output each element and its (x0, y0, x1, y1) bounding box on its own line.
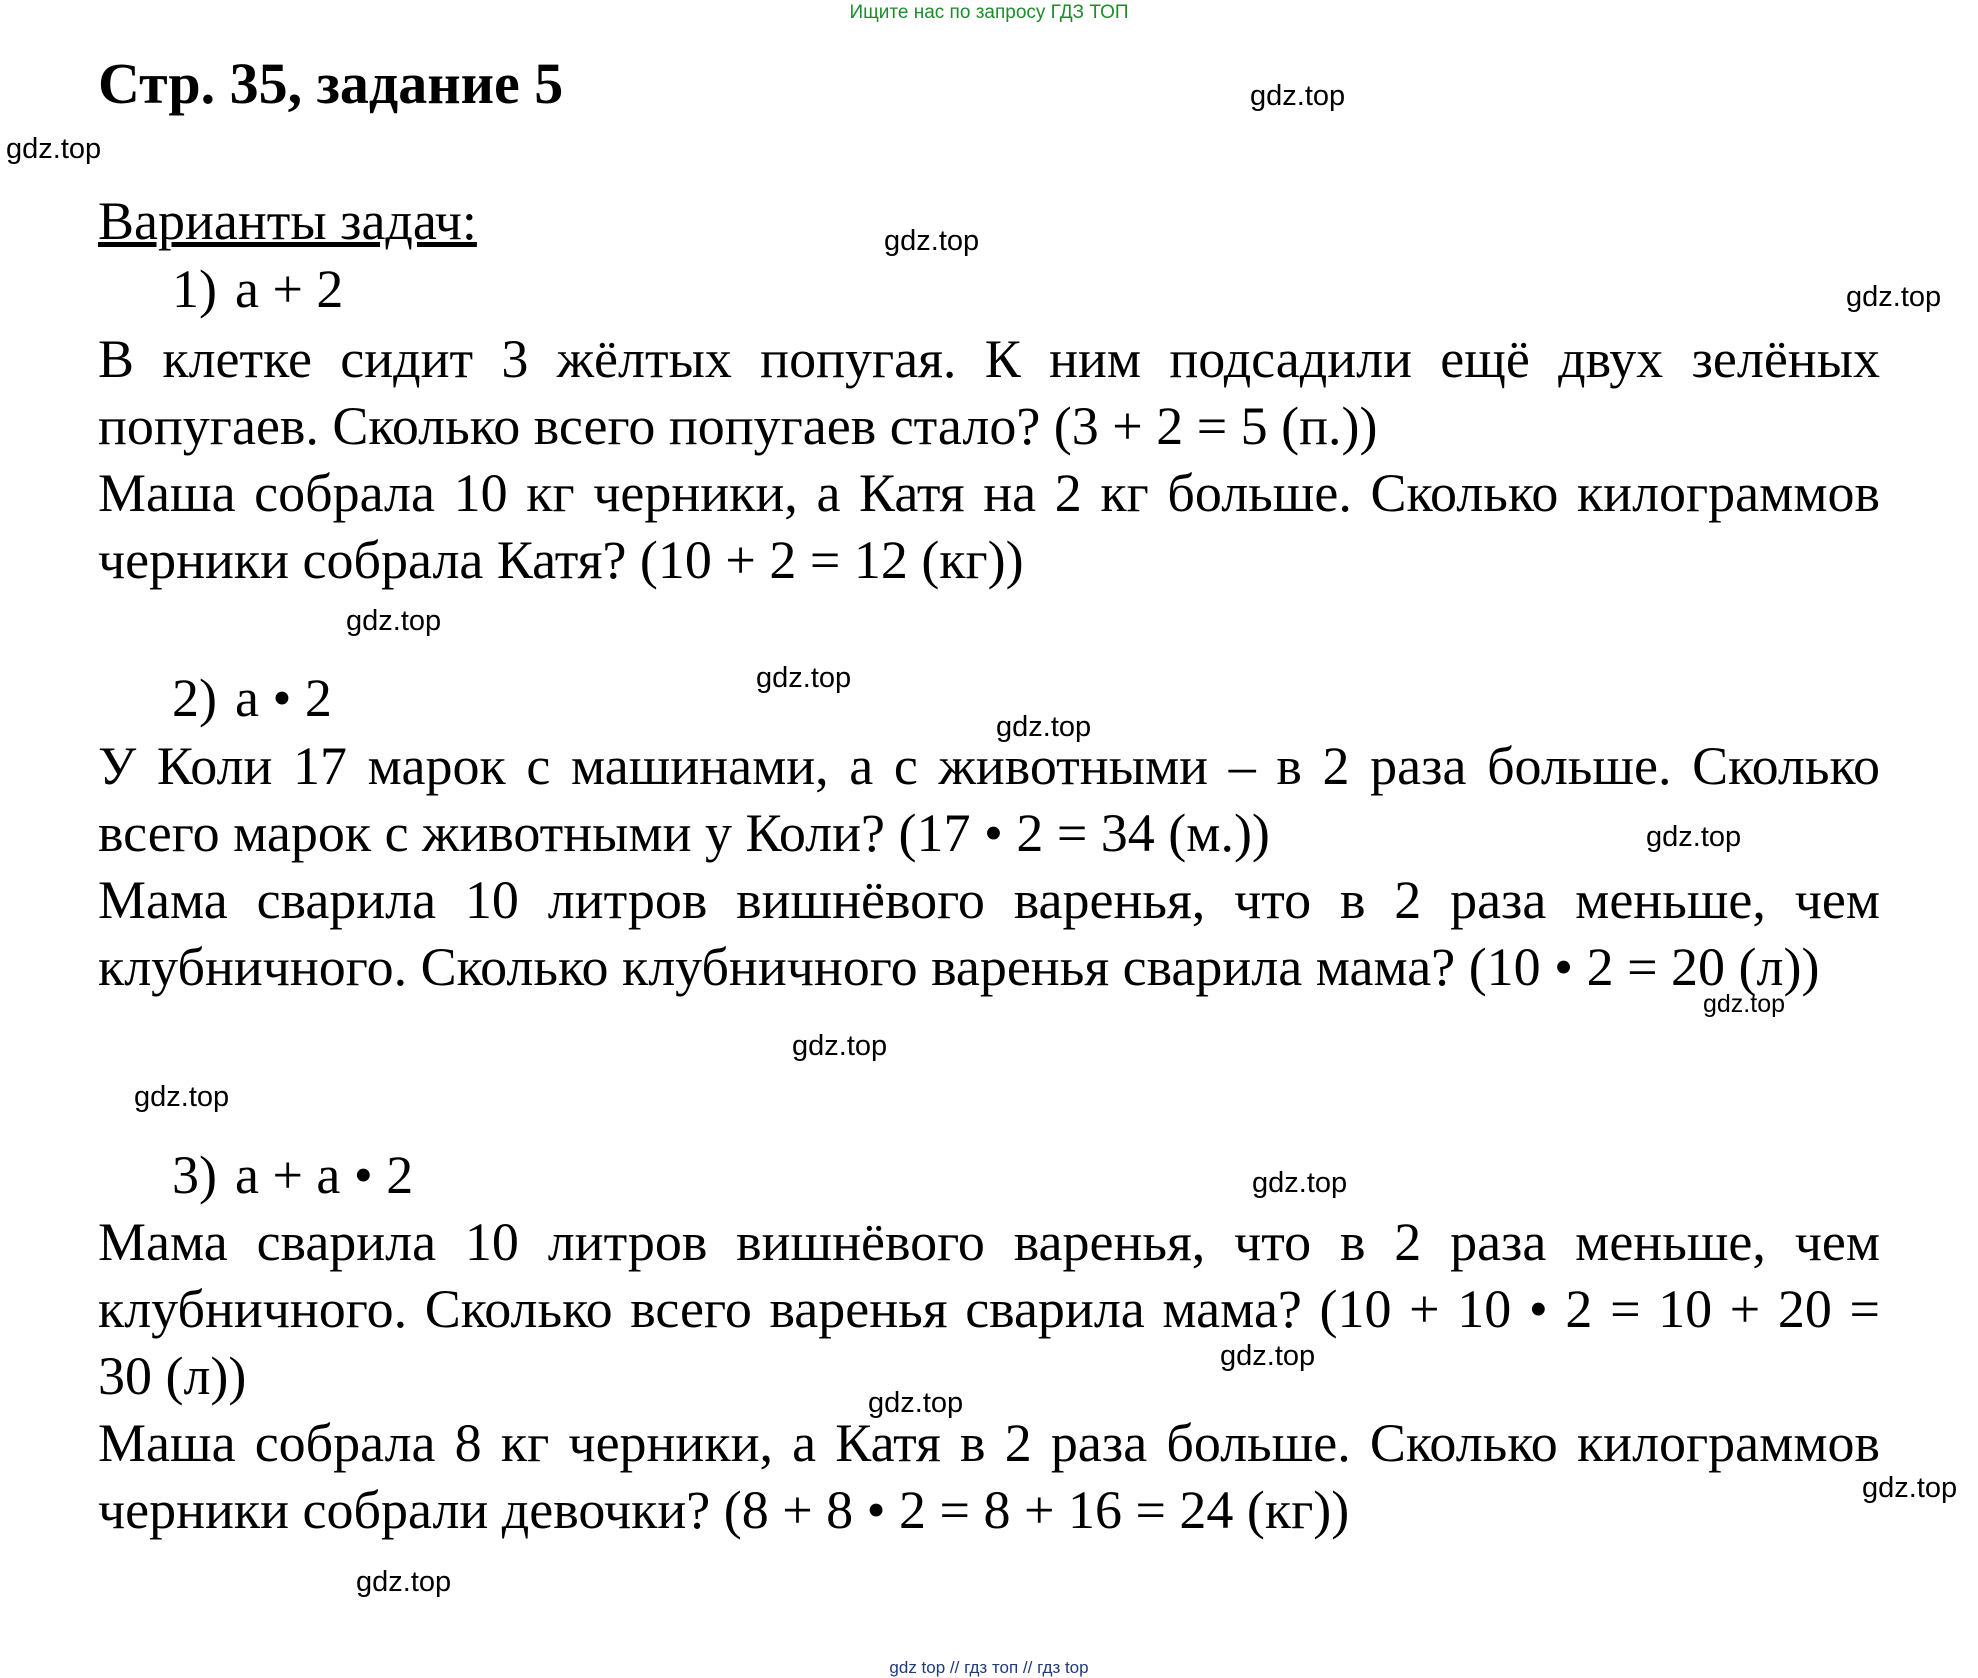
top-banner: Ищите нас по запросу ГДЗ ТОП (849, 2, 1129, 23)
section-heading: Варианты задач: (98, 191, 477, 251)
watermark: gdz.top (1846, 281, 1942, 313)
watermark: gdz.top (868, 1387, 964, 1419)
variant-1-problem-2: Маша собрала 10 кг черники, а Катя на 2 кг больше. Сколько килограммов черники собрала Катя? (10 + 2 = 12 (кг)) (98, 463, 1880, 590)
variant-3-formula (172, 1144, 413, 1206)
watermark: gdz.top (356, 1566, 452, 1598)
watermark: gdz.top (1220, 1340, 1316, 1372)
watermark: gdz.top (346, 605, 442, 637)
variant-expression: a + a • 2 (234, 1145, 414, 1205)
variant-number: 3) (172, 1145, 217, 1205)
watermark: gdz.top (134, 1081, 230, 1113)
variant-number: 1) (172, 259, 217, 319)
watermark: gdz.top (6, 133, 102, 165)
watermark: gdz.top (884, 225, 980, 257)
watermark: gdz.top (756, 662, 852, 694)
watermark: gdz.top (1252, 1167, 1348, 1199)
watermark: gdz.top (792, 1030, 888, 1062)
footer-watermark: gdz top // гдз топ // гдз top (889, 1658, 1089, 1677)
variant-2-problem-2: Мама сварила 10 литров вишнёвого варенья, что в 2 раза меньше, чем клубничного. Сколько клубничного варенья сварила мама? (10 • 2 = 20 (л)) (98, 870, 1880, 997)
variant-1-formula (172, 258, 343, 320)
variant-number: 2) (172, 668, 217, 728)
variant-3-problem-1: Мама сварила 10 литров вишнёвого варенья, что в 2 раза меньше, чем клубничного. Сколько всего варенья сварила мама? (10 + 10 • 2 = 10 + 20 = 30 (л)) (98, 1212, 1880, 1406)
variant-expression: a + 2 (234, 259, 344, 319)
variant-2-problem-1: У Коли 17 марок с машинами, а с животными – в 2 раза больше. Сколько всего марок с животными у Коли? (17 • 2 = 34 (м.)) (98, 736, 1880, 863)
watermark: gdz.top (1250, 80, 1346, 112)
watermark: gdz.top (1862, 1472, 1958, 1504)
page-title: Стр. 35, задание 5 (98, 51, 564, 116)
variant-expression: a • 2 (234, 668, 332, 728)
watermark: gdz.top (996, 711, 1092, 743)
variant-1-problem-1: В клетке сидит 3 жёлтых попугая. К ним подсадили ещё двух зелёных попугаев. Сколько всего попугаев стало? (3 + 2 = 5 (п.)) (98, 329, 1880, 456)
variant-2-formula (172, 667, 332, 729)
watermark: gdz.top (1646, 821, 1742, 853)
watermark: gdz.top (1703, 990, 1786, 1018)
variant-3-problem-2: Маша собрала 8 кг черники, а Катя в 2 раза больше. Сколько килограммов черники собрали девочки? (8 + 8 • 2 = 8 + 16 = 24 (кг)) (98, 1413, 1880, 1540)
